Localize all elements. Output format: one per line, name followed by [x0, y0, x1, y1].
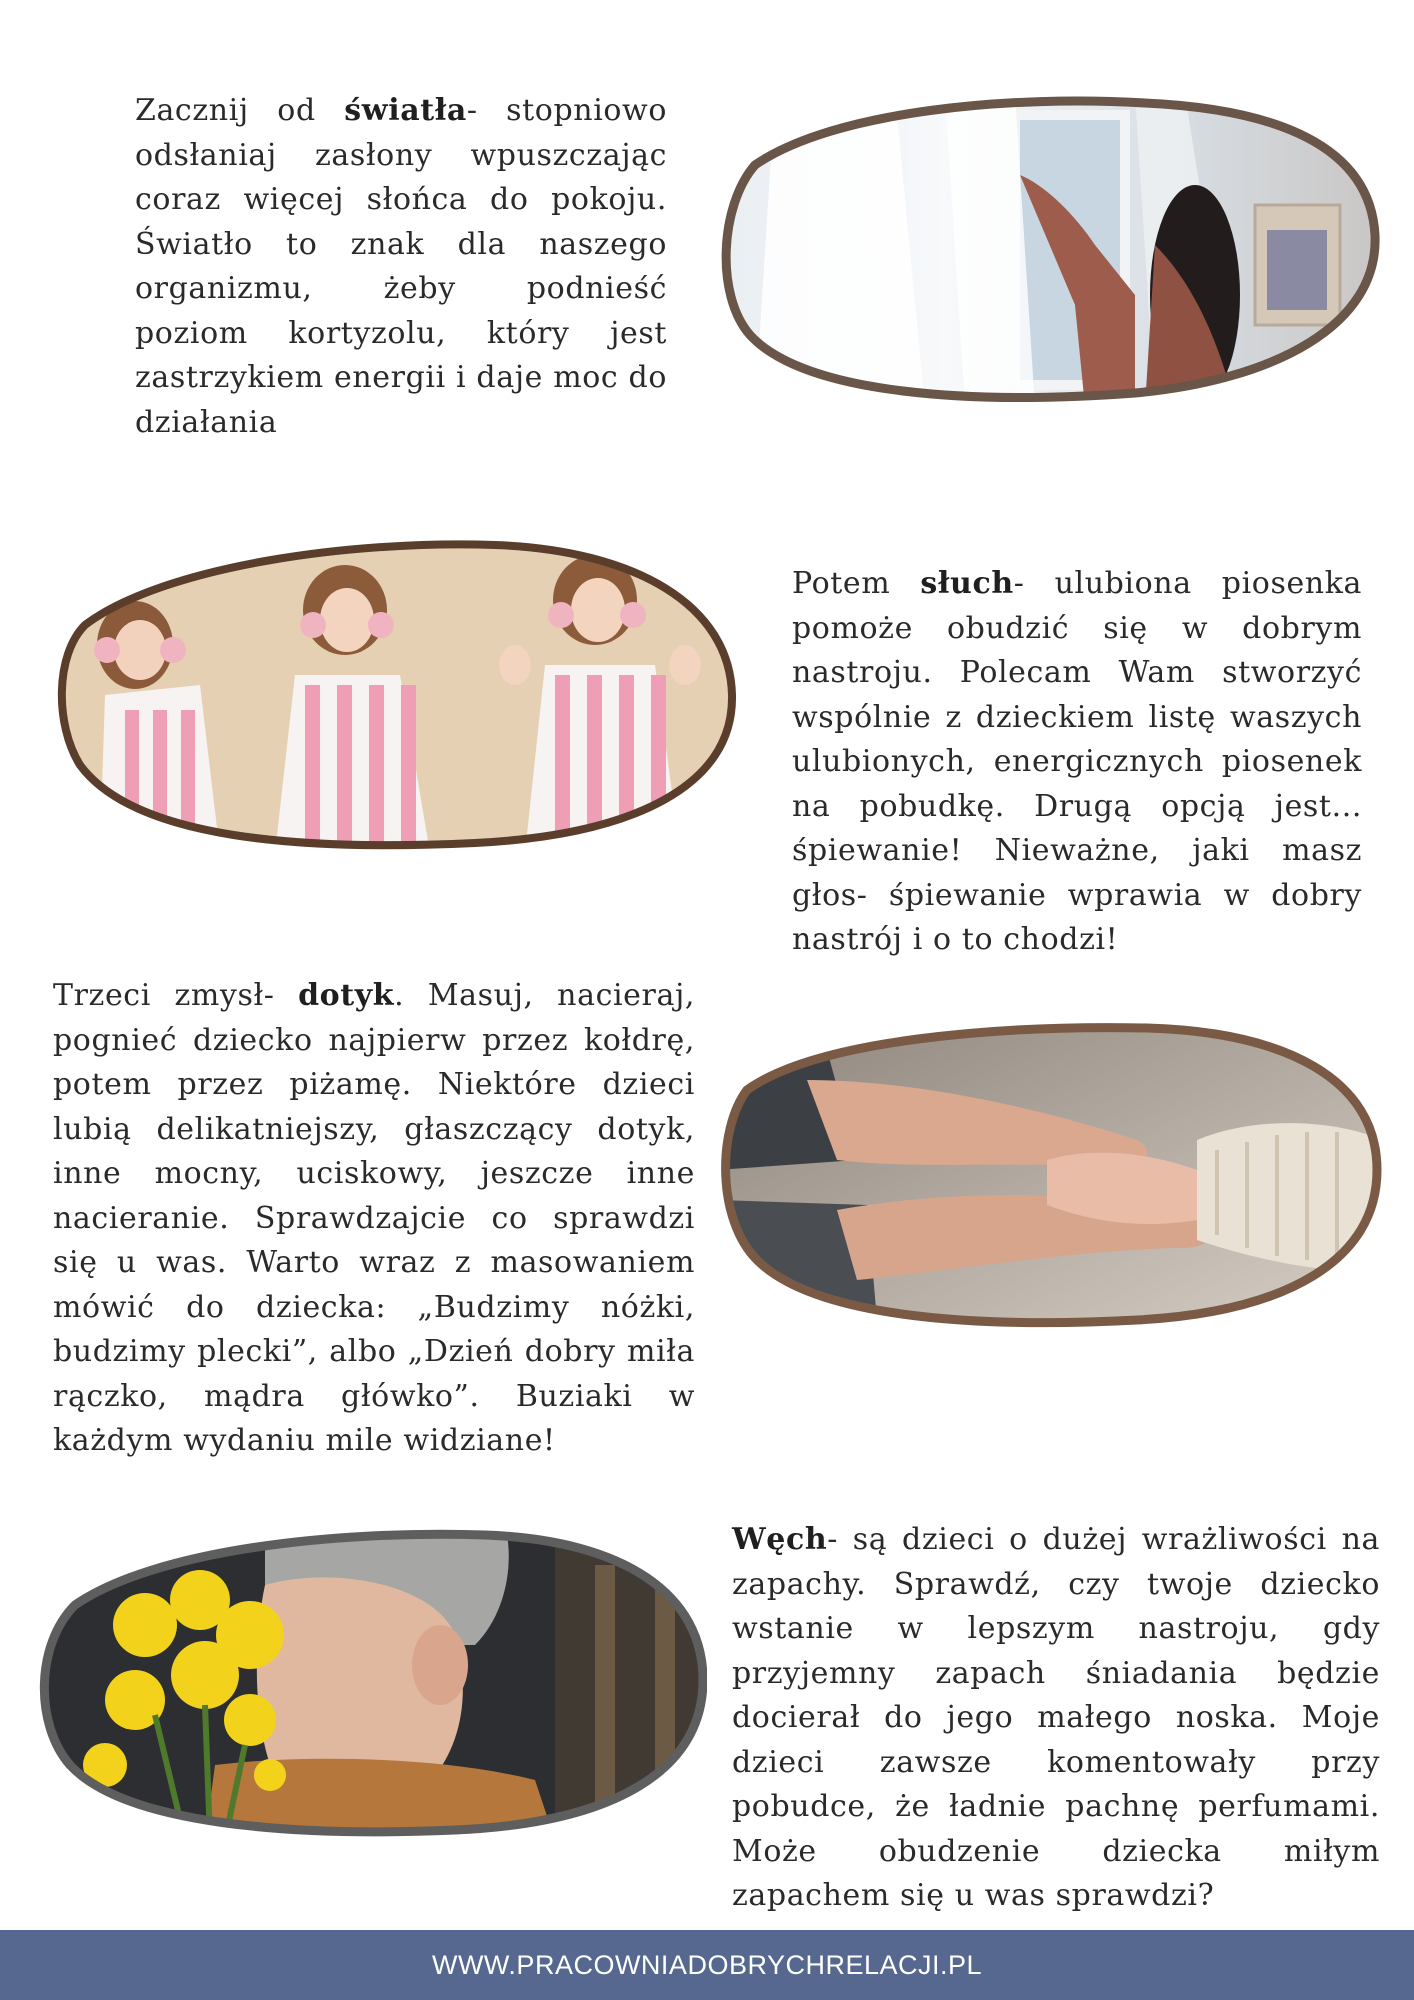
holding-hands-photo [717, 1020, 1382, 1332]
paragraph-touch-intro: Trzeci zmysł- [53, 978, 299, 1013]
footer-bar [0, 1930, 1414, 2000]
paragraph-light [135, 89, 667, 445]
paragraph-touch-body: . Masuj, nacieraj, pognieć dziecko najpierw przez kołdrę, potem przez piżamę. Niektóre dzieci lubią delikatniejszy, głaszczący dotyk, inne mocny, uciskowy, jeszcze inne nacieranie. Sprawdzajcie co sprawdzi się u was. Warto wraz z masowaniem mówić do dziecka: „Budzimy nóżki, budzimy plecki”, albo „Dzień dobry miła rączko, mądra główko”. Buziaki w każdym wydaniu mile widziane! [53, 978, 695, 1458]
keyword-light: światła [344, 93, 467, 128]
paragraph-hearing-intro: Potem [792, 566, 921, 601]
paragraph-hearing [792, 562, 1362, 963]
keyword-touch: dotyk [298, 978, 395, 1013]
paragraph-touch [53, 974, 695, 1464]
paragraph-light-intro: Zacznij od [135, 93, 345, 128]
paragraph-hearing-body: - ulubiona piosenka pomoże obudzić się w dobrym nastroju. Polecam Wam stworzyć wspólnie z dzieckiem listę waszych ulubionych, energicznych piosenek na pobudkę. Drugą opcją jest... śpiewanie! Nieważne, jaki masz głos- śpiewanie wprawia w dobry nastrój i o to chodzi! [792, 566, 1362, 957]
paragraph-smell-body: - są dzieci o dużej wrażliwości na zapachy. Sprawdź, czy twoje dziecko wstanie w lepszym nastroju, gdy przyjemny zapach śniadania będzie docierał do jego małego noska. Moje dzieci zawsze komentowały przy pobudce, że ładnie pachnę perfumami. Może obudzenie dziecka miłym zapachem się u was sprawdzi? [732, 1522, 1380, 1913]
footer-website-link[interactable]: WWW.PRACOWNIADOBRYCHRELACJI.PL [431, 1949, 983, 1980]
woman-opening-curtains-photo [715, 95, 1380, 407]
boy-smelling-flowers-photo [35, 1525, 707, 1840]
keyword-smell: Węch [732, 1522, 828, 1557]
girl-with-headphones-photo [55, 535, 737, 853]
keyword-hearing: słuch [920, 566, 1014, 601]
paragraph-smell [732, 1518, 1380, 1919]
paragraph-light-body: - stopniowo odsłaniaj zasłony wpuszczając coraz więcej słońca do pokoju. Światło to znak dla naszego organizmu, żeby podnieść poziom kortyzolu, który jest zastrzykiem energii i daje moc do działania [135, 93, 667, 440]
